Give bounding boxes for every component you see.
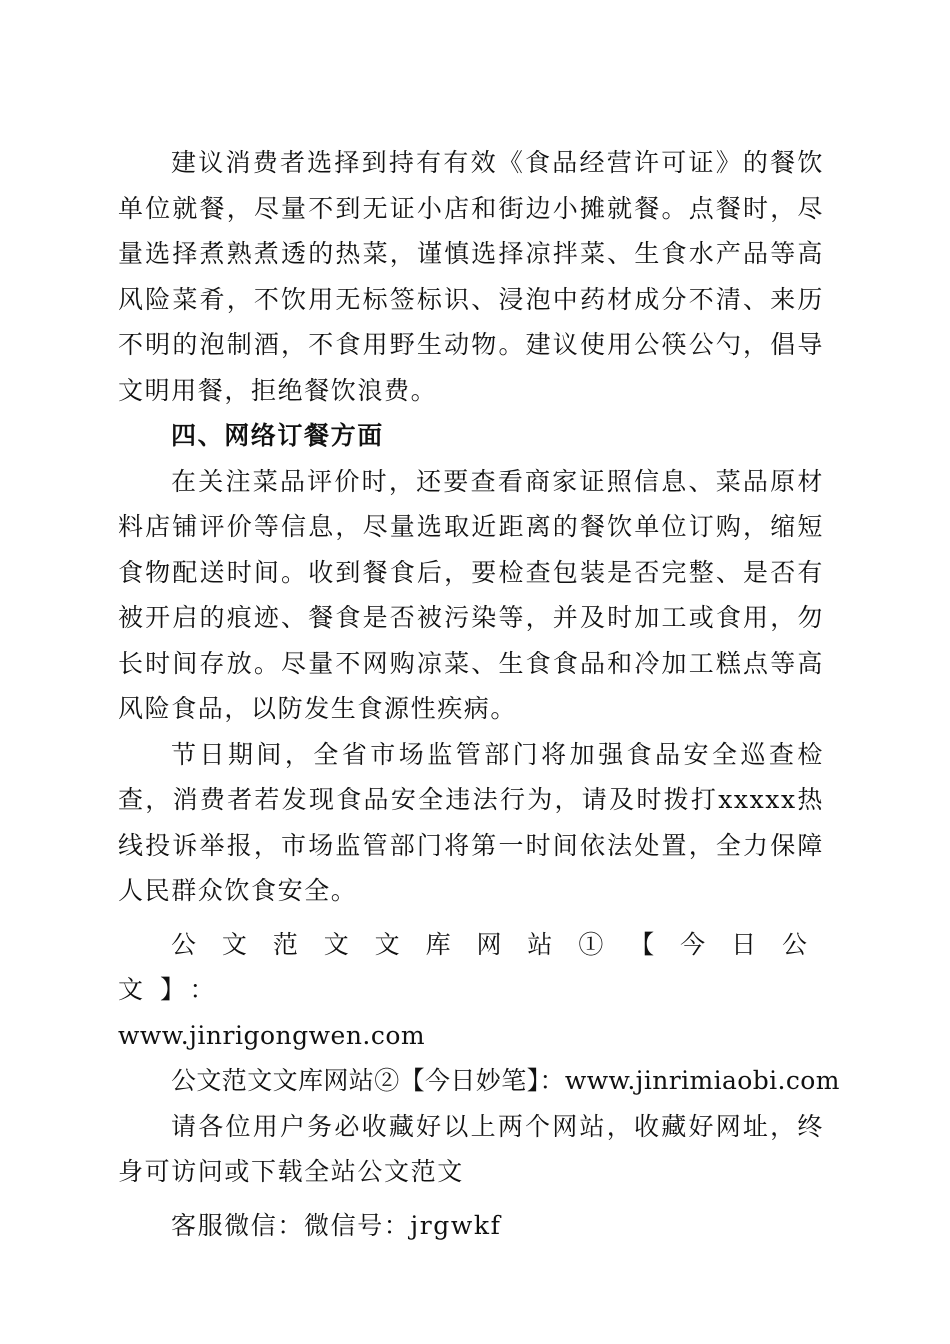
- section-four-heading: 四、网络订餐方面: [171, 421, 384, 450]
- holiday-notice-paragraph: 节日期间，全省市场监管部门将加强食品安全巡查检查，消费者若发现食品安全违法行为，请及时拨打xxxxx热线投诉举报，市场监管部门将第一时间依法处置，全力保障人民群众饮食安全。: [118, 739, 824, 905]
- bookmark-note: 请各位用户务必收藏好以上两个网站，收藏好网址，终身可访问或下载全站公文范文: [118, 1111, 824, 1186]
- document-body: [118, 140, 840, 1248]
- site-two-line[interactable]: 公文范文文库网站②【今日妙笔】：www.jinrimiaobi.com: [171, 1066, 840, 1095]
- dining-advice-paragraph: 建议消费者选择到持有有效《食品经营许可证》的餐饮单位就餐，尽量不到无证小店和街边小摊就餐。点餐时，尽量选择煮熟煮透的热菜，谨慎选择凉拌菜、生食水产品等高风险菜肴，不饮用无标签标识、浸泡中药材成分不清、来历不明的泡制酒，不食用野生动物。建议使用公筷公勺，倡导文明用餐，拒绝餐饮浪费。: [118, 148, 824, 405]
- site-one-label: 公文范文文库网站①【今日公文】：: [118, 929, 824, 1004]
- online-ordering-paragraph: 在关注菜品评价时，还要查看商家证照信息、菜品原材料店铺评价等信息，尽量选取近距离的餐饮单位订购，缩短食物配送时间。收到餐食后，要检查包装是否完整、是否有被开启的痕迹、餐食是否被污染等，并及时加工或食用，勿长时间存放。尽量不网购凉菜、生食食品和冷加工糕点等高风险食品，以防发生食源性疾病。: [118, 466, 824, 723]
- site-one-url[interactable]: www.jinrigongwen.com: [118, 1020, 426, 1050]
- site-one-line: [118, 922, 824, 1059]
- customer-service-wechat: 客服微信：微信号：jrgwkf: [171, 1210, 502, 1240]
